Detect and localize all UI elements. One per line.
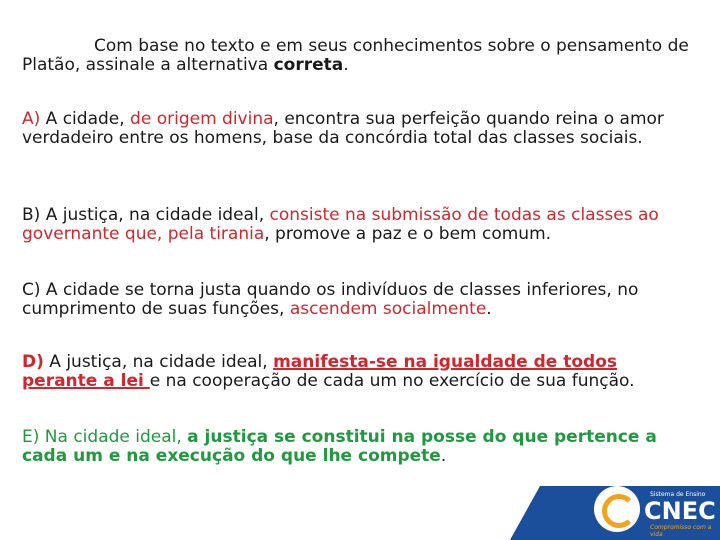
option-letter: C) (22, 280, 41, 300)
logo-tagline: Compromisso com a vida (650, 524, 712, 538)
option-b: B) A justiça, na cidade ideal, consiste na submissão de todas as classes ao governante que, pela tirania, promove a paz e o bem comum. (22, 205, 659, 244)
option-d-correct: D) A justiça, na cidade ideal, manifesta-se na igualdade de todos perante a lei e na cooperação de cada um no exercício de sua função. (22, 352, 635, 391)
option-letter: E) (22, 427, 40, 447)
option-letter: B) (22, 205, 41, 225)
option-a: A) A cidade, de origem divina, encontra sua perfeição quando reina o amor verdadeiro entre os homens, base da concórdia total das classes sociais. (22, 109, 664, 148)
highlight-green: a justiça se constitui na posse do que pertence a cada um e na execução do que lhe compete (22, 427, 657, 466)
logo-top-text: Sistema de Ensino (650, 491, 706, 498)
highlight-red: consiste na submissão de todas as classes ao governante que, pela (22, 205, 659, 244)
prompt-text: Com base no texto e em seus conhecimentos sobre o pensamento de Platão, assinale a alternativa (22, 36, 689, 75)
highlight-red: ascendem socialmente (289, 299, 487, 319)
logo-name: CNEC (644, 497, 716, 525)
highlight-red: de origem divina (130, 109, 274, 129)
cnec-logo-icon (594, 486, 640, 532)
highlight-red: tirania (209, 224, 265, 244)
option-c: C) A cidade se torna justa quando os indivíduos de classes inferiores, no cumprimento de suas funções, ascendem socialmente. (22, 280, 639, 319)
prompt-emphasis: correta (273, 55, 344, 75)
question-prompt: Com base no texto e em seus conhecimentos sobre o pensamento de Platão, assinale a alternativa correta. (22, 36, 689, 75)
option-letter: D) (22, 352, 44, 372)
highlight-underlined: manifesta-se na igualdade de todos perante a lei (22, 352, 618, 391)
option-letter: A) (22, 109, 41, 129)
option-e: E) Na cidade ideal, a justiça se constitui na posse do que pertence a cada um e na execução do que lhe compete. (22, 427, 657, 466)
